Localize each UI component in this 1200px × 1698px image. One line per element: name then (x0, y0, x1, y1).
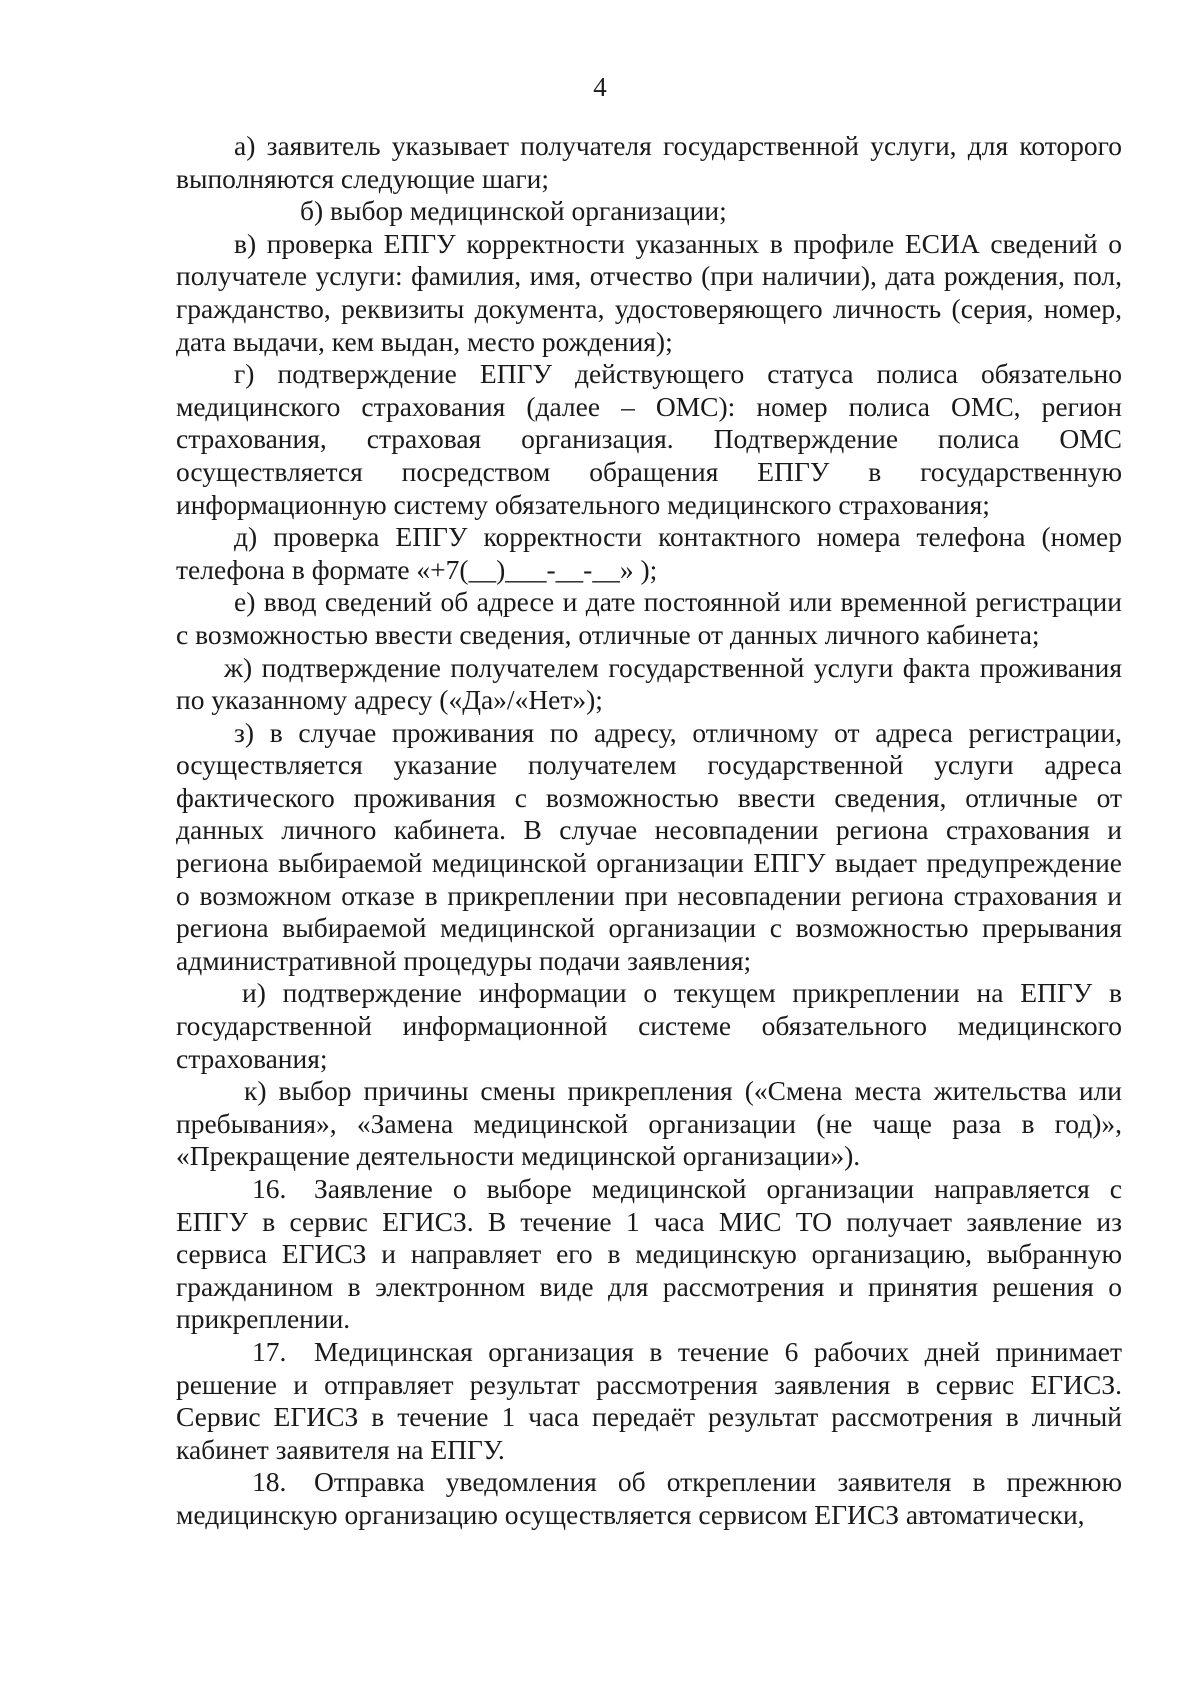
list-item-a: а) заявитель указывает получателя государственной услуги, для которого выполняются следующие шаги; (176, 130, 1122, 194)
numbered-paragraph-18: 18. Отправка уведомления об откреплении заявителя в прежнюю медицинскую организацию осуществляется сервисом ЕГИСЗ автоматически, (176, 1466, 1122, 1530)
list-item-zh: ж) подтверждение получателем государственной услуги факта проживания по указанному адресу («Да»/«Нет»); (176, 651, 1122, 716)
list-item-d: д) проверка ЕПГУ корректности контактного номера телефона (номер телефона в формате «+7(__)___-__-__» ); (176, 521, 1122, 585)
page-number: 4 (593, 72, 607, 102)
numbered-paragraph-16: 16. Заявление о выборе медицинской организации направляется с ЕПГУ в сервис ЕГИСЗ. В течение 1 часа МИС ТО получает заявление из сервиса ЕГИСЗ и направляет его в медицинскую организацию, выбранную гражданином в электронном виде для рассмотрения и принятия решения о прикреплении. (176, 1173, 1122, 1335)
paragraph-number: 18. (252, 1466, 287, 1498)
list-item-g: г) подтверждение ЕПГУ действующего статуса полиса обязательно медицинского страхования (далее – ОМС): номер полиса ОМС, регион страхования, страховая организация. Подтверждение полиса ОМС осуществляется посредством обращения ЕПГУ в государственную информационную систему обязательного медицинского страхования; (176, 358, 1122, 520)
list-item-z: з) в случае проживания по адресу, отличному от адреса регистрации, осуществляется указание получателем государственной услуги адреса фактического проживания с возможностью ввести сведения, отличные от данных личного кабинета. В случае несовпадении региона страхования и региона выбираемой медицинской организации ЕПГУ выдает предупреждение о возможном отказе в прикреплении при несовпадении региона страхования и региона выбираемой медицинской организации с возможностью прерывания административной процедуры подачи заявления; (176, 716, 1122, 976)
list-item-i: и) подтверждение информации о текущем прикреплении на ЕПГУ в государственной информационной системе обязательного медицинского страхования; (176, 977, 1122, 1074)
paragraph-number: 16. (252, 1173, 287, 1204)
list-item-e: е) ввод сведений об адресе и дате постоянной или временной регистрации с возможностью ввести сведения, отличные от данных личного кабинета; (176, 586, 1122, 650)
list-item-b: б) выбор медицинской организации; (300, 195, 727, 227)
document-body (176, 130, 1122, 1532)
numbered-paragraph-17: 17. Медицинская организация в течение 6 рабочих дней принимает решение и отправляет результат рассмотрения заявления в сервис ЕГИСЗ. Сервис ЕГИСЗ в течение 1 часа передаёт результат рассмотрения в личный кабинет заявителя на ЕПГУ. (176, 1335, 1122, 1465)
list-item-v: в) проверка ЕПГУ корректности указанных в профиле ЕСИА сведений о получателе услуги: фамилия, имя, отчество (при наличии), дата рождения, пол, гражданство, реквизиты документа, удостоверяющего личность (серия, номер, дата выдачи, кем выдан, место рождения); (176, 227, 1122, 357)
paragraph-number: 17. (252, 1335, 287, 1367)
list-item-k: к) выбор причины смены прикрепления («Смена места жительства или пребывания», «Замена медицинской организации (не чаще раза в год)», «Прекращение деятельности медицинской организации»). (176, 1075, 1122, 1172)
